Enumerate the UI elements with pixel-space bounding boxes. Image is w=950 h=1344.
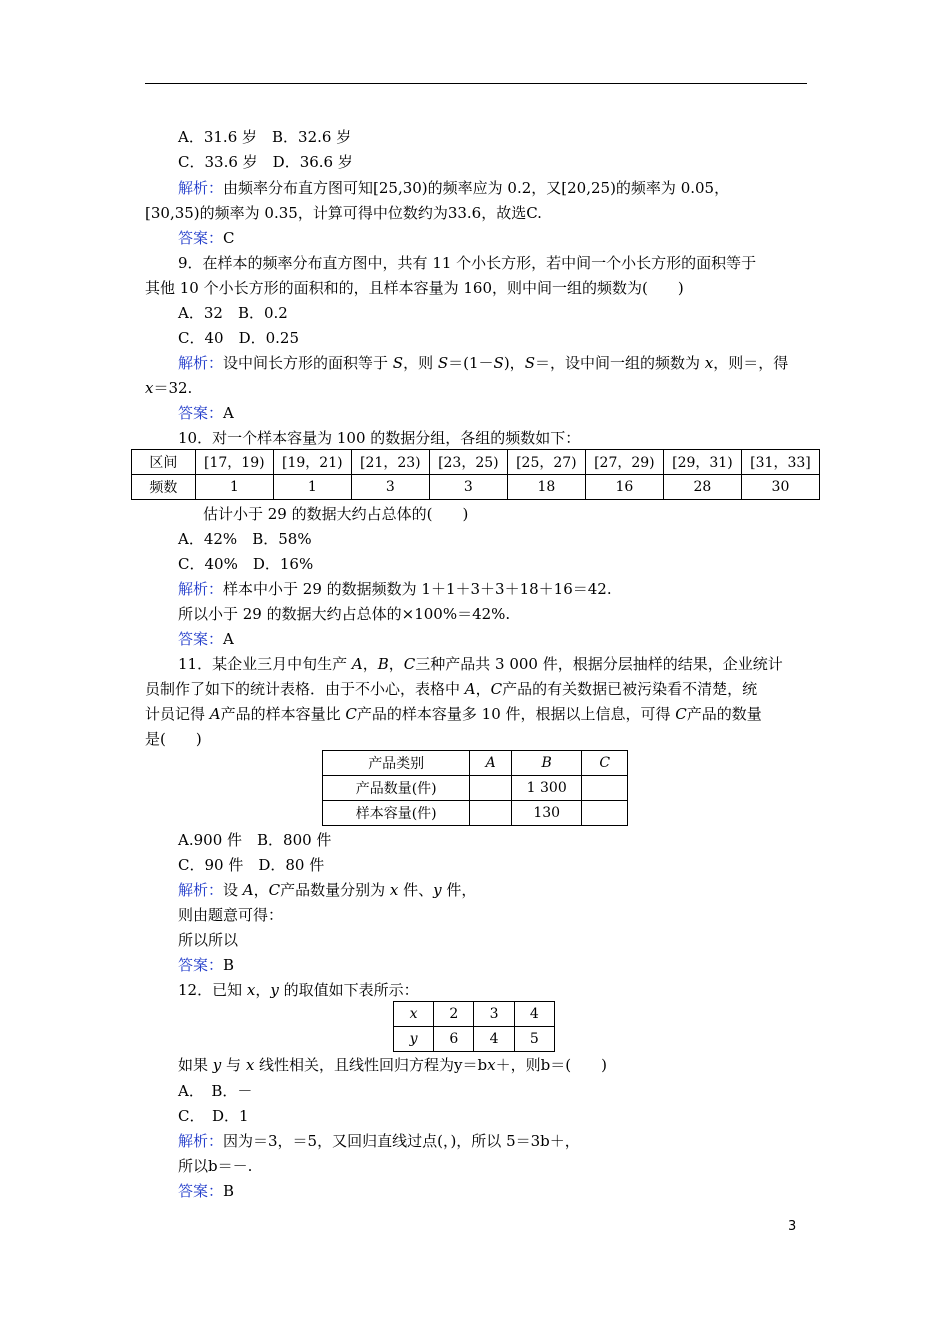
table-cell: 4 (514, 1002, 554, 1027)
q9-solution-text: ，则＝，得 (713, 354, 789, 372)
table-row (323, 751, 628, 776)
table-row (132, 475, 820, 500)
table-cell: 1 (195, 475, 273, 500)
var-s: S (437, 354, 449, 372)
q11-text: 件， (441, 881, 477, 899)
q8-solution-line1 (178, 178, 729, 198)
q11-text: 11．某企业三月中旬生产 (178, 655, 352, 673)
var-a: A (351, 655, 363, 673)
q11-text: 产品的样本容量比 (220, 705, 346, 723)
q10-answer-label: 答案： (178, 630, 224, 648)
q11-solution-line3: 所以所以 (178, 931, 239, 949)
q9-solution-text: ＝(1－ (448, 354, 494, 372)
q11-text: 设 (223, 881, 243, 899)
table-row (323, 801, 628, 826)
q9-answer-value: A (223, 404, 234, 422)
q12-xy-table (393, 1001, 555, 1052)
table-cell: 5 (514, 1027, 554, 1052)
q11-option-b: B．800 件 (257, 831, 332, 849)
q9-options-row2 (178, 328, 299, 348)
q10-solution-line1 (178, 579, 612, 599)
var-x: x (245, 1056, 255, 1074)
table-cell: 16 (585, 475, 663, 500)
q10-options-row1 (178, 529, 312, 549)
q12-option-a: A． (178, 1082, 197, 1100)
var-x: x (704, 354, 714, 372)
q9-solution-text: ＝，设中间一组的频数为 (534, 354, 705, 372)
q12-text: 与 (221, 1056, 246, 1074)
q8-solution-text1: 由频率分布直方图可知[25,30)的频率应为 0.2，又[20,25)的频率为 0.05， (223, 179, 730, 197)
var-c: C (490, 680, 503, 698)
q9-option-d: D．0.25 (238, 329, 300, 347)
q12-solution-text1: 因为＝3，＝5，又回归直线过点(，)，所以 5＝3b＋， (223, 1132, 580, 1150)
q10-frequency-table (131, 449, 820, 500)
q8-option-c: C．33.6 岁 (178, 153, 258, 171)
q11-text: 产品数量分别为 (280, 881, 390, 899)
q11-text: ， (475, 680, 491, 698)
q11-text: ， (362, 655, 378, 673)
q12-text: ＋，则b＝( ) (495, 1056, 607, 1074)
q11-solution-line2: 则由题意可得： (178, 906, 284, 924)
q11-solution-line1 (178, 880, 476, 900)
q9-solution-text: ＝32. (153, 379, 193, 397)
q8-solution-line2: [30,35)的频率为 0.35，计算可得中位数约为33.6，故选C. (145, 204, 542, 222)
table-cell: 频数 (132, 475, 196, 500)
q8-option-b: B．32.6 岁 (272, 128, 352, 146)
q11-text: 产品的样本容量多 10 件，根据以上信息，可得 (356, 705, 676, 723)
q10-solution-line2: 所以小于 29 的数据大约占总体的×100%＝42%. (178, 605, 511, 623)
table-cell: 130 (511, 801, 581, 826)
q11-product-table (322, 750, 628, 826)
var-x: x (246, 981, 256, 999)
q11-text: 三种产品共 3 000 件，根据分层抽样的结果，企业统计 (415, 655, 783, 673)
table-cell: 6 (434, 1027, 474, 1052)
q10-stem: 10．对一个样本容量为 100 的数据分组，各组的频数如下： (178, 429, 581, 447)
var-c: C (345, 705, 357, 723)
table-cell: 4 (474, 1027, 514, 1052)
q12-options-row2 (178, 1106, 249, 1126)
var-y: y (212, 1056, 222, 1074)
table-cell: [31，33] (741, 450, 819, 475)
q12-option-b: B．－ (211, 1082, 253, 1100)
table-header: x (394, 1002, 434, 1027)
q12-answer-label: 答案： (178, 1182, 224, 1200)
table-cell: 28 (663, 475, 741, 500)
q8-answer-label: 答案： (178, 229, 224, 247)
q12-solution-line1 (178, 1131, 580, 1151)
var-y: y (270, 981, 279, 999)
q10-option-a: A．42% (178, 530, 238, 548)
table-cell: [17，19) (195, 450, 273, 475)
var-c: C (675, 705, 687, 723)
var-a: A (209, 705, 221, 723)
table-cell: 1 (273, 475, 351, 500)
q9-option-a: A．32 (178, 304, 223, 322)
q12-question (178, 1055, 607, 1075)
q9-options-row1 (178, 303, 288, 323)
q11-options-row2 (178, 855, 324, 875)
q11-options-row1 (178, 830, 331, 850)
q12-text: 12．已知 (178, 981, 247, 999)
table-cell: 3 (429, 475, 507, 500)
table-header: B (511, 751, 581, 776)
q9-answer (178, 403, 234, 423)
q12-solution-label: 解析： (178, 1132, 224, 1150)
var-a: A (464, 680, 476, 698)
q11-text: 员制作了如下的统计表格．由于不小心，表格中 (145, 680, 465, 698)
q11-stem-line2 (145, 679, 757, 699)
table-cell: [21，23) (351, 450, 429, 475)
q9-stem-line1: 9．在样本的频率分布直方图中，共有 11 个小长方形，若中间一个小长方形的面积等于 (178, 254, 757, 272)
table-cell: [27，29) (585, 450, 663, 475)
q12-text: ， (255, 981, 271, 999)
q9-answer-label: 答案： (178, 404, 224, 422)
q11-stem-line1 (178, 654, 783, 674)
page-number: 3 (788, 1219, 797, 1234)
q12-text: 的取值如下表所示： (278, 981, 419, 999)
q10-answer-value: A (223, 630, 234, 648)
header-rule (145, 83, 807, 84)
q10-solution-text1: 样本中小于 29 的数据频数为 1＋1＋3＋3＋18＋16＝42. (223, 580, 612, 598)
q12-text: 如果 (178, 1056, 213, 1074)
q9-option-c: C．40 (178, 329, 224, 347)
table-cell (470, 801, 512, 826)
q11-option-d: D．80 件 (258, 856, 325, 874)
var-a: A (242, 881, 254, 899)
table-header: A (470, 751, 512, 776)
table-cell (470, 776, 512, 801)
q8-options-row1 (178, 127, 351, 147)
table-row (132, 450, 820, 475)
q12-stem (178, 980, 419, 1000)
table-cell: 3 (351, 475, 429, 500)
q10-options-row2 (178, 554, 313, 574)
table-cell: [25，27) (507, 450, 585, 475)
q9-solution-line1 (178, 353, 788, 373)
q12-options-row1 (178, 1081, 252, 1101)
table-cell: [23，25) (429, 450, 507, 475)
q10-option-b: B．58% (252, 530, 312, 548)
q11-answer-label: 答案： (178, 956, 224, 974)
table-cell: [19，21) (273, 450, 351, 475)
q9-stem-line2: 其他 10 个小长方形的面积和的，且样本容量为 160，则中间一组的频数为( ) (145, 279, 684, 297)
q11-solution-label: 解析： (178, 881, 224, 899)
q11-option-a: A.900 件 (178, 831, 242, 849)
var-x: x (389, 881, 399, 899)
q8-options-row2 (178, 152, 353, 172)
q9-solution-text: 设中间长方形的面积等于 (223, 354, 393, 372)
q10-option-c: C．40% (178, 555, 238, 573)
q12-option-c: C． (178, 1107, 197, 1125)
q12-solution-line2: 所以b＝－. (178, 1157, 253, 1175)
q12-text: 线性相关，且线性回归方程为y＝b (254, 1056, 488, 1074)
table-row (323, 776, 628, 801)
q9-solution-text: ，则 (403, 354, 438, 372)
q11-option-c: C．90 件 (178, 856, 244, 874)
q8-answer-value: C (223, 229, 235, 247)
q11-text: ， (388, 655, 404, 673)
q11-stem-line3 (145, 704, 762, 724)
q9-solution-text: )， (503, 354, 525, 372)
table-cell: 样本容量(件) (323, 801, 470, 826)
table-row (394, 1002, 555, 1027)
table-cell: 30 (741, 475, 819, 500)
var-c: C (268, 881, 281, 899)
table-cell: 区间 (132, 450, 196, 475)
table-cell (582, 776, 628, 801)
table-cell: [29，31) (663, 450, 741, 475)
q11-answer-value: B (223, 956, 235, 974)
q8-solution-label: 解析： (178, 179, 224, 197)
table-cell (582, 801, 628, 826)
q8-option-a: A．31.6 岁 (178, 128, 257, 146)
q11-text: 件、 (398, 881, 434, 899)
q9-option-b: B．0.2 (237, 304, 288, 322)
q11-text: 产品的数量 (686, 705, 762, 723)
q11-stem-line4: 是( ) (145, 730, 202, 748)
var-c: C (403, 655, 416, 673)
q10-answer (178, 629, 234, 649)
q10-question: 估计小于 29 的数据大约占总体的( ) (203, 505, 469, 523)
table-cell: 3 (474, 1002, 514, 1027)
q11-answer (178, 955, 234, 975)
table-cell: 2 (434, 1002, 474, 1027)
var-s: S (524, 354, 535, 372)
q11-text: ， (253, 881, 269, 899)
var-y: y (433, 881, 442, 899)
var-b: B (377, 655, 389, 673)
q9-solution-line2 (145, 378, 192, 398)
var-x: x (487, 1056, 496, 1074)
table-header: y (394, 1027, 434, 1052)
var-s: S (493, 354, 504, 372)
table-cell: 1 300 (511, 776, 581, 801)
q8-answer (178, 228, 235, 248)
q8-option-d: D．36.6 岁 (272, 153, 353, 171)
q11-text: 计员记得 (145, 705, 210, 723)
q12-answer-value: B (223, 1182, 235, 1200)
table-header: C (582, 751, 628, 776)
table-row (394, 1027, 555, 1052)
q9-solution-label: 解析： (178, 354, 224, 372)
q11-text: 产品的有关数据已被污染看不清楚，统 (502, 680, 758, 698)
q10-solution-label: 解析： (178, 580, 224, 598)
table-cell: 产品数量(件) (323, 776, 470, 801)
q12-answer (178, 1181, 234, 1201)
table-header: 产品类别 (323, 751, 470, 776)
var-s: S (392, 354, 404, 372)
var-x: x (145, 379, 154, 397)
table-cell: 18 (507, 475, 585, 500)
q12-option-d: D．1 (212, 1107, 249, 1125)
q10-option-d: D．16% (252, 555, 314, 573)
